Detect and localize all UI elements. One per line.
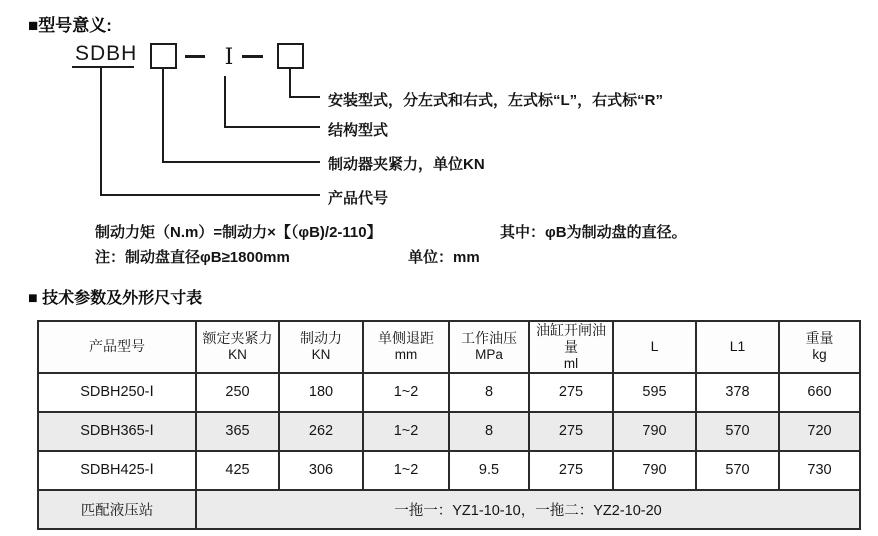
cell-value: 275 <box>529 412 613 451</box>
cell-value: 275 <box>529 373 613 412</box>
header-name: 重量 <box>805 330 834 347</box>
cell-value: 275 <box>529 451 613 490</box>
footer-value: 一拖一：YZ1-10-10，一拖二：YZ2-10-20 <box>196 490 860 529</box>
structure-vline <box>224 76 226 128</box>
header-cylinder-oil-volume <box>529 321 613 373</box>
cell-value: 730 <box>779 451 860 490</box>
structure-code-text: Ⅰ <box>224 44 234 69</box>
unit-note: 单位：mm <box>408 249 480 266</box>
header-dimension-L <box>613 321 696 373</box>
cell-value: 720 <box>779 412 860 451</box>
header-unit: ml <box>563 355 579 371</box>
header-name: L1 <box>729 338 746 355</box>
cell-value: 250 <box>196 373 279 412</box>
table-row <box>38 373 860 412</box>
install-hline <box>289 96 320 98</box>
header-unit: kg <box>812 347 827 363</box>
product-prefix-underline <box>72 66 134 68</box>
header-unit: mm <box>394 347 418 363</box>
cell-value: 790 <box>613 451 696 490</box>
cell-value: 1~2 <box>363 412 449 451</box>
cell-value: 262 <box>279 412 363 451</box>
header-single-side-retreat <box>363 321 449 373</box>
clamp-force-box <box>150 43 177 69</box>
model-meaning-title: ■型号意义: <box>28 16 112 35</box>
header-braking-force <box>279 321 363 373</box>
cell-value: 365 <box>196 412 279 451</box>
footer-label: 匹配液压站 <box>38 490 196 529</box>
cell-value: 8 <box>449 412 529 451</box>
brake-torque-formula: 制动力矩（N.m）=制动力×【（φB)/2-110】 <box>95 224 382 241</box>
header-name: 产品型号 <box>89 338 145 355</box>
header-product-model <box>38 321 196 373</box>
product-code-label: 产品代号 <box>328 190 389 207</box>
clamp-force-hline <box>162 161 320 163</box>
header-name: 额定夹紧力 <box>202 330 273 347</box>
install-vline <box>289 69 291 98</box>
product-code-hline <box>100 194 320 196</box>
header-name: 单侧退距 <box>378 330 434 347</box>
table-header-row <box>38 321 860 373</box>
header-unit: KN <box>311 347 331 363</box>
header-rated-clamp-force <box>196 321 279 373</box>
cell-value: 1~2 <box>363 451 449 490</box>
header-unit: MPa <box>475 347 503 363</box>
header-name: 工作油压 <box>461 330 517 347</box>
formula-note: 其中：φB为制动盘的直径。 <box>500 224 687 241</box>
params-table-title: ■ 技术参数及外形尺寸表 <box>28 290 203 307</box>
install-type-label: 安装型式，分左式和右式，左式标“L”，右式标“R” <box>328 92 663 109</box>
header-name: 制动力 <box>300 330 342 347</box>
header-working-pressure <box>449 321 529 373</box>
cell-value: 378 <box>696 373 779 412</box>
technical-parameters-table <box>37 320 861 530</box>
cell-value: 306 <box>279 451 363 490</box>
cell-value: 570 <box>696 451 779 490</box>
header-weight <box>779 321 860 373</box>
cell-model: SDBH365-Ⅰ <box>38 412 196 451</box>
cell-value: 180 <box>279 373 363 412</box>
clamp-force-vline <box>162 69 164 163</box>
header-name: 油缸开闸油量 <box>536 322 606 355</box>
cell-value: 790 <box>613 412 696 451</box>
cell-value: 9.5 <box>449 451 529 490</box>
cell-model: SDBH425-Ⅰ <box>38 451 196 490</box>
cell-value: 1~2 <box>363 373 449 412</box>
table-row <box>38 412 860 451</box>
structure-hline <box>224 126 320 128</box>
product-prefix-text: SDBH <box>75 42 138 65</box>
header-unit: KN <box>228 347 247 363</box>
dash-separator-2 <box>242 55 263 58</box>
table-row <box>38 451 860 490</box>
cell-value: 660 <box>779 373 860 412</box>
disc-diameter-note: 注：制动盘直径φB≥1800mm <box>95 249 290 266</box>
cell-value: 8 <box>449 373 529 412</box>
cell-value: 570 <box>696 412 779 451</box>
cell-value: 595 <box>613 373 696 412</box>
header-dimension-L1 <box>696 321 779 373</box>
product-code-vline <box>100 68 102 196</box>
cell-model: SDBH250-Ⅰ <box>38 373 196 412</box>
table-footer-row <box>38 490 860 529</box>
structure-type-label: 结构型式 <box>328 122 389 139</box>
install-type-box <box>277 43 304 69</box>
clamp-force-label: 制动器夹紧力，单位KN <box>328 156 485 173</box>
dash-separator-1 <box>185 55 205 58</box>
cell-value: 425 <box>196 451 279 490</box>
header-name: L <box>650 338 659 355</box>
